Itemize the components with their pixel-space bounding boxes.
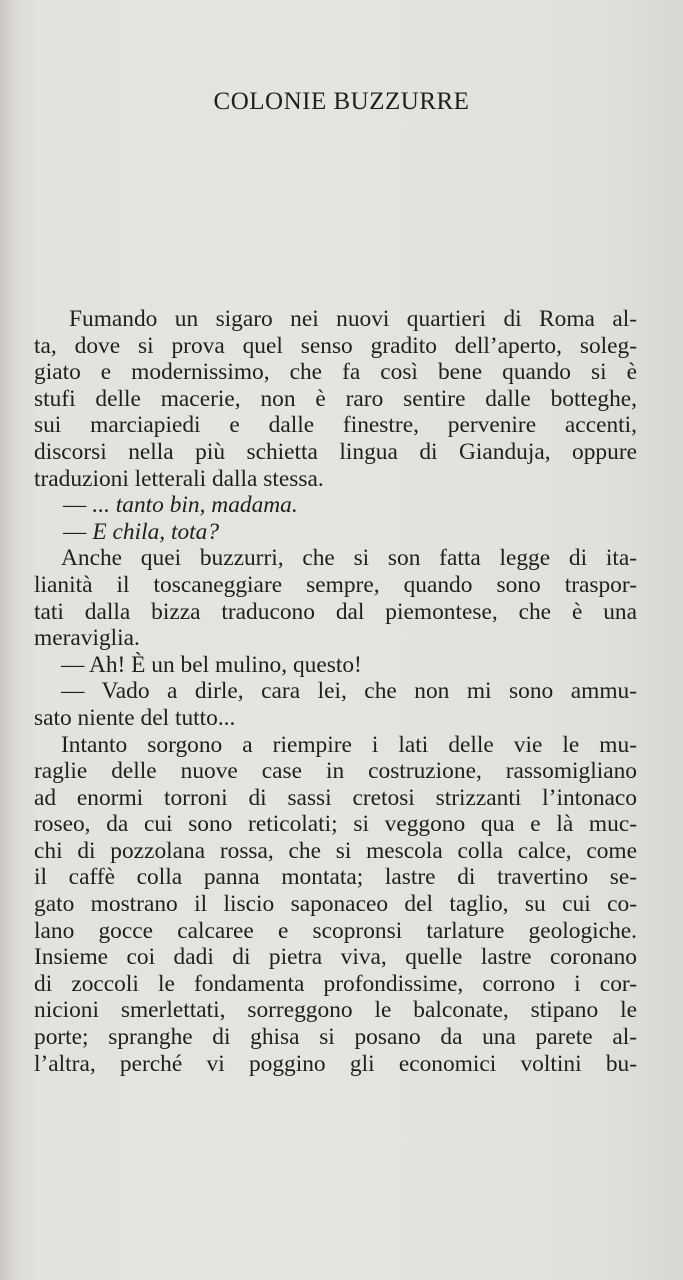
- dialogue-speech: E chila, tota?: [92, 518, 220, 545]
- text-line: ta, dove si prova quel senso gradito dell’aperto, soleg-: [34, 332, 637, 359]
- dialogue-line: [34, 492, 637, 519]
- dialogue-dash: —: [63, 518, 87, 545]
- text-line: di zoccoli le fondamenta profondissime, corrono i cor-: [34, 970, 637, 997]
- text-line: Fumando un sigaro nei nuovi quartieri di Roma al-: [69, 306, 637, 332]
- text-line: meraviglia.: [34, 625, 140, 652]
- dialogue-speech: ... tanto bin, madama.: [92, 492, 298, 519]
- text-line: porte; spranghe di ghisa si posano da una parete al-: [34, 1024, 637, 1051]
- text-line: — Vado a dirle, cara lei, che non mi sono ammu-: [61, 678, 637, 705]
- text-line: gato mostrano il liscio saponaceo del taglio, su cui co-: [34, 891, 637, 918]
- text-line: lianità il toscaneggiare sempre, quando sono traspor-: [34, 571, 637, 598]
- text-line: traduzioni letterali dalla stessa.: [34, 465, 324, 492]
- text-line: raglie delle nuove case in costruzione, rassomigliano: [34, 758, 637, 785]
- dialogue-line: [34, 519, 637, 546]
- text-line: discorsi nella più schietta lingua di Gianduja, oppure: [34, 438, 637, 465]
- dialogue-dash: —: [63, 492, 87, 519]
- text-line: lano gocce calcaree e scopronsi tarlature geologiche.: [34, 917, 637, 944]
- text-line: ad enormi torroni di sassi cretosi strizzanti l’intonaco: [34, 784, 637, 811]
- text-line: sato niente del tutto...: [34, 704, 236, 731]
- text-line: Intanto sorgono a riempire i lati delle vie le mu-: [61, 731, 637, 758]
- text-line: chi di pozzolana rossa, che si mescola colla calce, come: [34, 837, 637, 864]
- text-line: giato e modernissimo, che fa così bene quando si è: [34, 359, 637, 386]
- text-line: — Ah! È un bel mulino, questo!: [61, 651, 362, 678]
- text-line: tati dalla bizza traducono dal piemontese, che è una: [34, 598, 637, 625]
- page-gutter-shadow: [0, 0, 14, 1280]
- text-line: l’altra, perché vi poggino gli economici voltini bu-: [34, 1050, 637, 1077]
- chapter-title: COLONIE BUZZURRE: [213, 88, 470, 115]
- text-line: sui marciapiedi e dalle finestre, pervenire accenti,: [34, 412, 637, 439]
- text-line: Insieme coi dadi di pietra viva, quelle lastre coronano: [34, 944, 637, 971]
- text-line: Anche quei buzzurri, che si son fatta legge di ita-: [61, 545, 637, 572]
- page-body-text: [34, 306, 637, 1077]
- text-line: nicioni smerlettati, sorreggono le balconate, stipano le: [34, 997, 637, 1024]
- text-line: stufi delle macerie, non è raro sentire dalle botteghe,: [34, 385, 637, 412]
- text-line: roseo, da cui sono reticolati; si veggono qua e là muc-: [34, 811, 637, 838]
- text-line: il caffè colla panna montata; lastre di travertino se-: [34, 864, 637, 891]
